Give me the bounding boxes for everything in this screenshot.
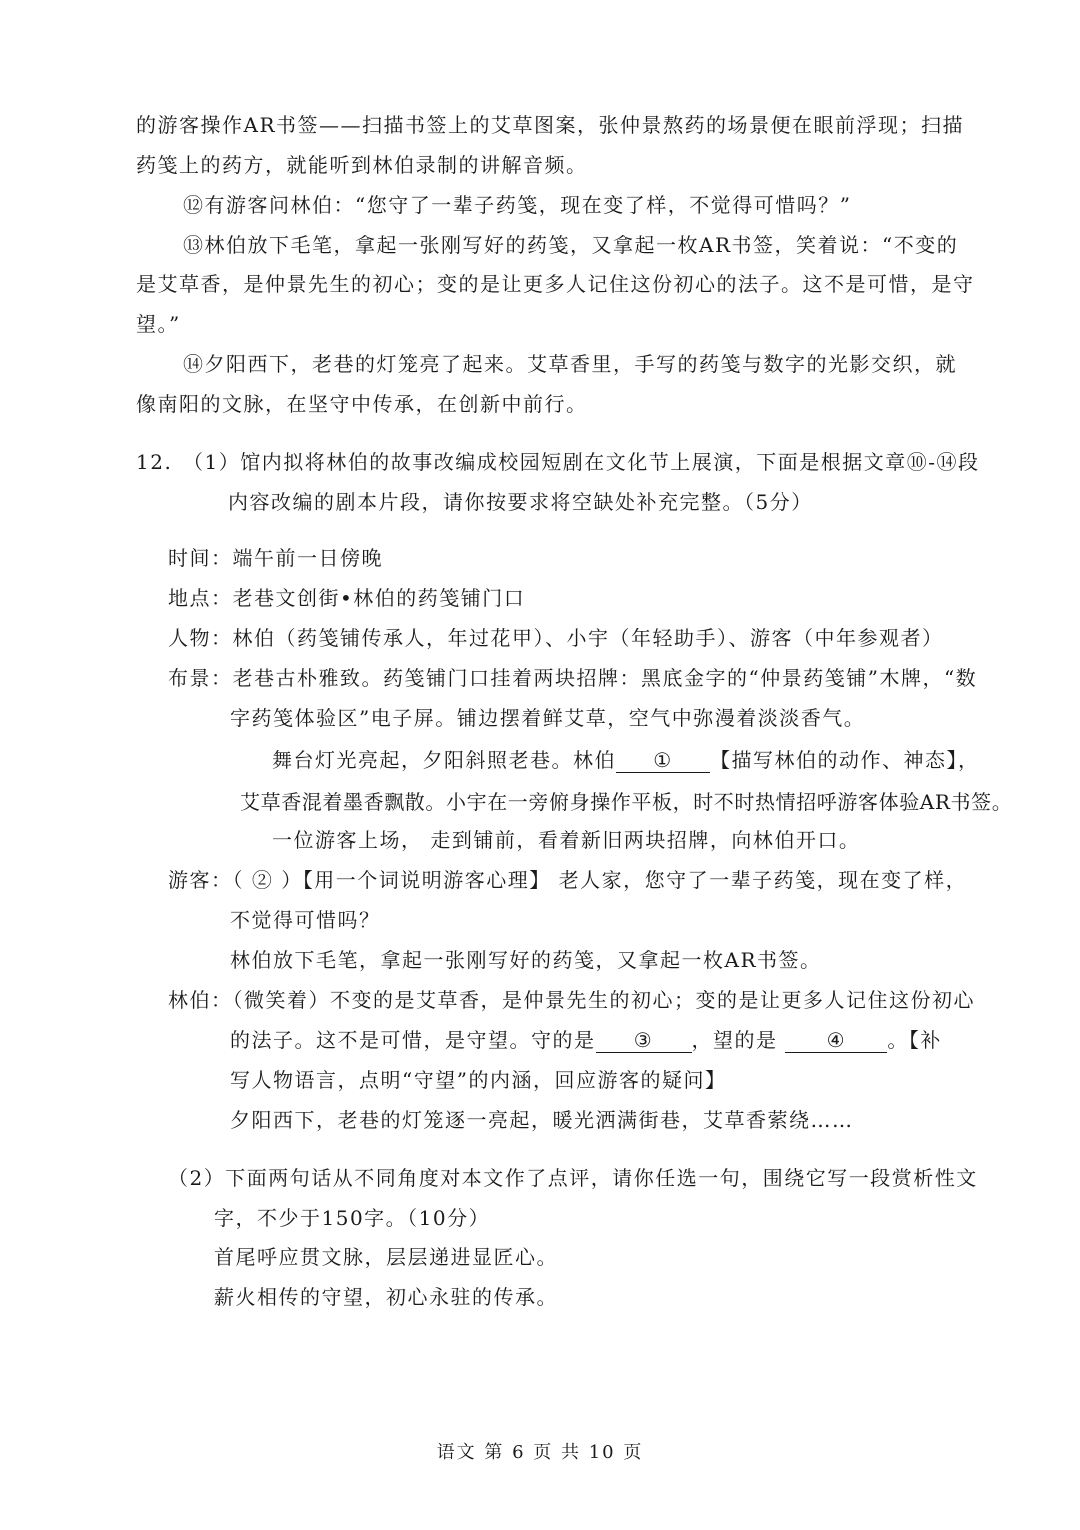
passage-line: 药笺上的药方，就能听到林伯录制的讲解音频。 — [136, 153, 588, 177]
stage-direction: 一位游客上场， 走到铺前，看着新旧两块招牌，向林伯开口。 — [272, 828, 861, 852]
stage-direction-text: 【描写林伯的动作、神态】， — [710, 748, 980, 772]
script-setting: 布景：老巷古朴雅致。药笺铺门口挂着两块招牌：黑底金字的“仲景药笺铺”木牌，“数 — [168, 666, 978, 690]
answer-blank-1[interactable]: ① — [616, 748, 710, 773]
comment-option-2: 薪火相传的守望，初心永驻的传承。 — [214, 1285, 558, 1309]
linbo-text: ，望的是 — [691, 1028, 786, 1052]
paragraph-13: ⑬林伯放下毛笔，拿起一张刚写好的药笺，又拿起一枚AR书签，笑着说：“不变的 — [183, 233, 959, 257]
answer-blank-4[interactable]: ④ — [785, 1028, 887, 1053]
paragraph-14-cont: 像南阳的文脉，在坚守中传承，在创新中前行。 — [136, 392, 588, 416]
visitor-line: 游客：（ ② ）【用一个词说明游客心理】 老人家，您守了一辈子药笺，现在变了样， — [168, 868, 968, 892]
visitor-line-cont: 不觉得可惜吗？ — [230, 908, 381, 932]
question-part1: （1）馆内拟将林伯的故事改编成校园短剧在文化节上展演，下面是根据文章⑩-⑭段 — [183, 450, 980, 474]
paragraph-13-cont: 望。” — [136, 312, 181, 336]
question-part2: （2）下面两句话从不同角度对本文作了点评，请你任选一句，围绕它写一段赏析性文 — [168, 1166, 978, 1190]
script-place: 地点：老巷文创街•林伯的药笺铺门口 — [168, 586, 526, 610]
linbo-text: 。【补 — [887, 1028, 942, 1052]
script-people: 人物：林伯（药笺铺传承人，年过花甲）、小宇（年轻助手）、游客（中年参观者） — [168, 626, 944, 650]
paragraph-13-cont: 是艾草香，是仲景先生的初心；变的是让更多人记住这份初心的法子。这不是可惜，是守 — [136, 272, 975, 296]
linbo-line-cont: 写人物语言，点明“守望”的内涵，回应游客的疑问】 — [230, 1068, 727, 1092]
stage-direction: 林伯放下毛笔，拿起一张刚写好的药笺，又拿起一枚AR书签。 — [230, 948, 822, 972]
linbo-text: 的法子。这不是可惜，是守望。守的是 — [230, 1028, 596, 1052]
linbo-line-cont — [230, 1026, 942, 1054]
page-footer: 语文 第 6 页 共 10 页 — [436, 1442, 644, 1463]
linbo-line: 林伯：（微笑着）不变的是艾草香，是仲景先生的初心；变的是让更多人记住这份初心 — [168, 988, 975, 1012]
stage-direction-text: 舞台灯光亮起，夕阳斜照老巷。林伯 — [272, 748, 616, 772]
paragraph-12: ⑫有游客问林伯：“您守了一辈子药笺，现在变了样，不觉得可惜吗？” — [183, 193, 852, 217]
answer-blank-3[interactable]: ③ — [596, 1028, 692, 1053]
question-part2-cont: 字，不少于150字。（10分） — [214, 1206, 491, 1230]
stage-direction: 艾草香混着墨香飘散。小宇在一旁俯身操作平板，时不时热情招呼游客体验AR书签。 — [240, 790, 1013, 814]
comment-option-1: 首尾呼应贯文脉，层层递进显匠心。 — [214, 1245, 558, 1269]
question-part1-cont: 内容改编的剧本片段，请你按要求将空缺处补充完整。（5分） — [228, 490, 813, 514]
script-setting-cont: 字药笺体验区”电子屏。铺边摆着鲜艾草，空气中弥漫着淡淡香气。 — [230, 706, 866, 730]
passage-line: 的游客操作AR书签——扫描书签上的艾草图案，张仲景熬药的场景便在眼前浮现；扫描 — [136, 113, 965, 137]
paragraph-14: ⑭夕阳西下，老巷的灯笼亮了起来。艾草香里，手写的药笺与数字的光影交织，就 — [183, 352, 957, 376]
question-number: 12. — [136, 450, 173, 474]
script-time: 时间：端午前一日傍晚 — [168, 546, 383, 570]
stage-direction: 夕阳西下，老巷的灯笼逐一亮起，暖光洒满街巷，艾草香萦绕…… — [230, 1108, 854, 1132]
stage-direction — [272, 746, 980, 774]
